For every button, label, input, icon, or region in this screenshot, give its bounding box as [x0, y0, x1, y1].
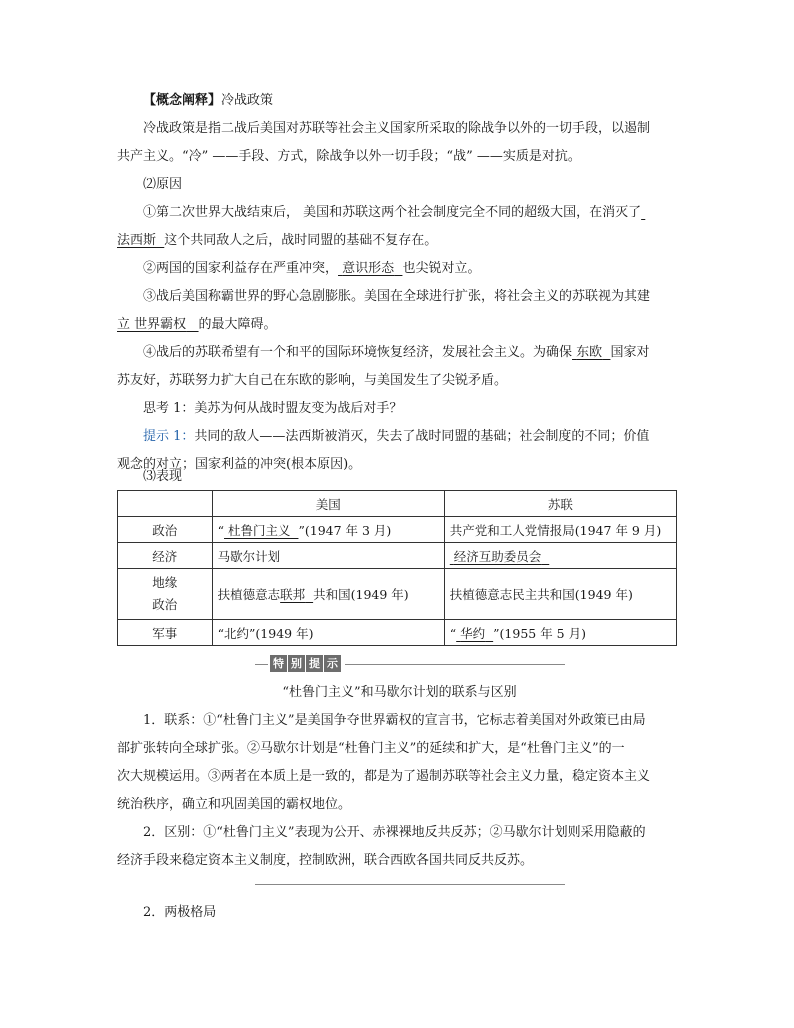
- hegemony-word: 立 世界霸权: [117, 317, 187, 332]
- reason-1-line-1: [143, 202, 708, 224]
- fill-blank-ideology: [338, 261, 402, 276]
- reason-4-line-2: 苏友好，苏联努力扩大自己在东欧的影响，与美国发生了尖锐矛盾。: [117, 373, 508, 388]
- su-cell: 共产党和工人党情报局(1947 年 9 月): [444, 517, 676, 543]
- row-label-a: 地缘: [152, 575, 178, 590]
- special-rule-left: [255, 664, 268, 665]
- reason-3-line-2: [117, 314, 682, 336]
- header-su: 苏联: [444, 491, 676, 517]
- comecon-word: 经济互助委员会: [453, 548, 542, 564]
- reason-4-text: ④战后的苏联希望有一个和平的国际环境恢复经济，发展社会主义。为确保: [143, 345, 573, 360]
- table-row: [118, 569, 677, 620]
- ideology-word: 意识形态: [342, 261, 395, 276]
- concept-line-1: 冷战政策是指二战后美国对苏联等社会主义国家所采取的除战争以外的一切手段，以遏制: [143, 121, 651, 136]
- think-question: 思考 1：美苏为何从战时盟友变为战后对手？: [143, 401, 403, 416]
- concept-heading: [143, 90, 708, 112]
- badge-char: 示: [324, 655, 341, 672]
- fill-blank-truman: [224, 523, 298, 538]
- table-header-row: [118, 491, 677, 517]
- special-p2-line-1: 2．区别：①“杜鲁门主义”表现为公开、赤裸裸地反共反苏；②马歇尔计划则采用隐蔽的: [143, 825, 646, 840]
- us-cell: 马歇尔计划: [212, 543, 444, 569]
- row-label: 军事: [118, 620, 213, 646]
- east-europe-word: 东欧: [576, 345, 603, 360]
- special-title: “杜鲁门主义”和马歇尔计划的联系与区别: [282, 685, 517, 700]
- special-badge: [270, 655, 341, 673]
- us-pre: “: [217, 522, 225, 538]
- su-pre: “: [449, 625, 457, 641]
- reason-3-line-1: ③战后美国称霸世界的野心急剧膨胀。美国在全球进行扩张，将社会主义的苏联视为其建: [143, 289, 651, 304]
- special-p1-line-3: 次大规模运用。③两者在本质上是一致的，都是为了遏制苏联等社会主义力量，稳定资本主义: [117, 769, 651, 784]
- concept-title: 冷战政策: [221, 93, 274, 108]
- us-post: ”(1947 年 3 月): [298, 522, 392, 538]
- special-rule-right: [345, 664, 565, 665]
- us-cell: “北约”(1949 年): [212, 620, 444, 646]
- reason-1-rest: 这个共同敌人之后，战时同盟的基础不复存在。: [164, 233, 438, 248]
- header-blank-cell: [118, 491, 213, 517]
- fill-blank-east-europe: [572, 345, 610, 360]
- row-label: 政治: [118, 517, 213, 543]
- truman-word: 杜鲁门主义: [228, 522, 291, 538]
- us-pre: 扶植德意志: [217, 587, 281, 602]
- comparison-table: [117, 490, 677, 646]
- su-cell: [444, 620, 676, 646]
- row-label: [118, 569, 213, 620]
- row-label-b: 政治: [152, 597, 178, 612]
- reasons-heading: ⑵原因: [143, 177, 183, 192]
- badge-char: 别: [288, 655, 305, 672]
- special-p1-line-2: 部扩张转向全球扩张。②马歇尔计划是“杜鲁门主义”的延续和扩大，是“杜鲁门主义”的一: [117, 741, 625, 756]
- special-rule-bottom: [255, 884, 565, 885]
- special-p1-line-4: 统治秩序，确立和巩固美国的霸权地位。: [117, 797, 352, 812]
- hint-text: 共同的敌人——法西斯被消灭，失去了战时同盟的基础；社会制度的不同；价值: [194, 429, 650, 444]
- special-p2-line-2: 经济手段来稳定资本主义制度，控制欧洲，联合西欧各国共同反共反苏。: [117, 853, 534, 868]
- reason-4-mid: 国家对: [610, 345, 650, 360]
- reason-2-rest: 也尖锐对立。: [402, 261, 481, 276]
- think-hint-line-1: [143, 426, 708, 448]
- reason-1-line-2: [117, 230, 682, 252]
- fill-blank-warsaw: [456, 626, 493, 641]
- reason-1-text: ①第二次世界大战结束后， 美国和苏联这两个社会制度完全不同的超级大国，在消灭了: [143, 205, 642, 220]
- federal-word: 联邦: [280, 587, 306, 602]
- badge-char: 特: [270, 655, 287, 672]
- special-p1-line-1: 1．联系：①“杜鲁门主义”是美国争夺世界霸权的宣言书，它标志着美国对外政策已由局: [143, 713, 646, 728]
- bipolar-heading: 2．两极格局: [143, 905, 217, 920]
- reason-3-rest: 的最大障碍。: [198, 317, 277, 332]
- reason-1-underscore: [641, 205, 645, 220]
- badge-char: 提: [306, 655, 323, 672]
- su-post: ”(1955 年 5 月): [493, 625, 586, 641]
- reason-2-line: [143, 258, 708, 280]
- table-row: [118, 620, 677, 646]
- fill-blank-federal: [280, 587, 313, 602]
- table-row: [118, 517, 677, 543]
- reason-2-text: ②两国的国家利益存在严重冲突，: [143, 261, 339, 276]
- fill-blank-fascism: 法西斯: [117, 233, 157, 248]
- table-row: [118, 543, 677, 569]
- us-post: 共和国(1949 年): [313, 587, 409, 602]
- table-heading: ⑶表现: [143, 469, 183, 484]
- hint-label: 提示 1：: [143, 429, 195, 444]
- us-cell: [212, 517, 444, 543]
- warsaw-word: 华约: [460, 625, 486, 641]
- reason-4-line-1: [143, 342, 708, 364]
- us-cell: [212, 569, 444, 620]
- think-hint-line-2: 观念的对立；国家利益的冲突(根本原因)。: [117, 457, 362, 472]
- su-cell: 扶植德意志民主共和国(1949 年): [444, 569, 676, 620]
- concept-tag: 【概念阐释】: [143, 93, 222, 108]
- fill-blank-hegemony: [117, 317, 199, 332]
- fill-blank-comecon: [450, 549, 549, 564]
- row-label: 经济: [118, 543, 213, 569]
- concept-line-2: 共产主义。“冷” ——手段、方式，除战争以外一切手段；“战” ——实质是对抗。: [117, 149, 581, 164]
- header-us: 美国: [212, 491, 444, 517]
- su-cell: [444, 543, 676, 569]
